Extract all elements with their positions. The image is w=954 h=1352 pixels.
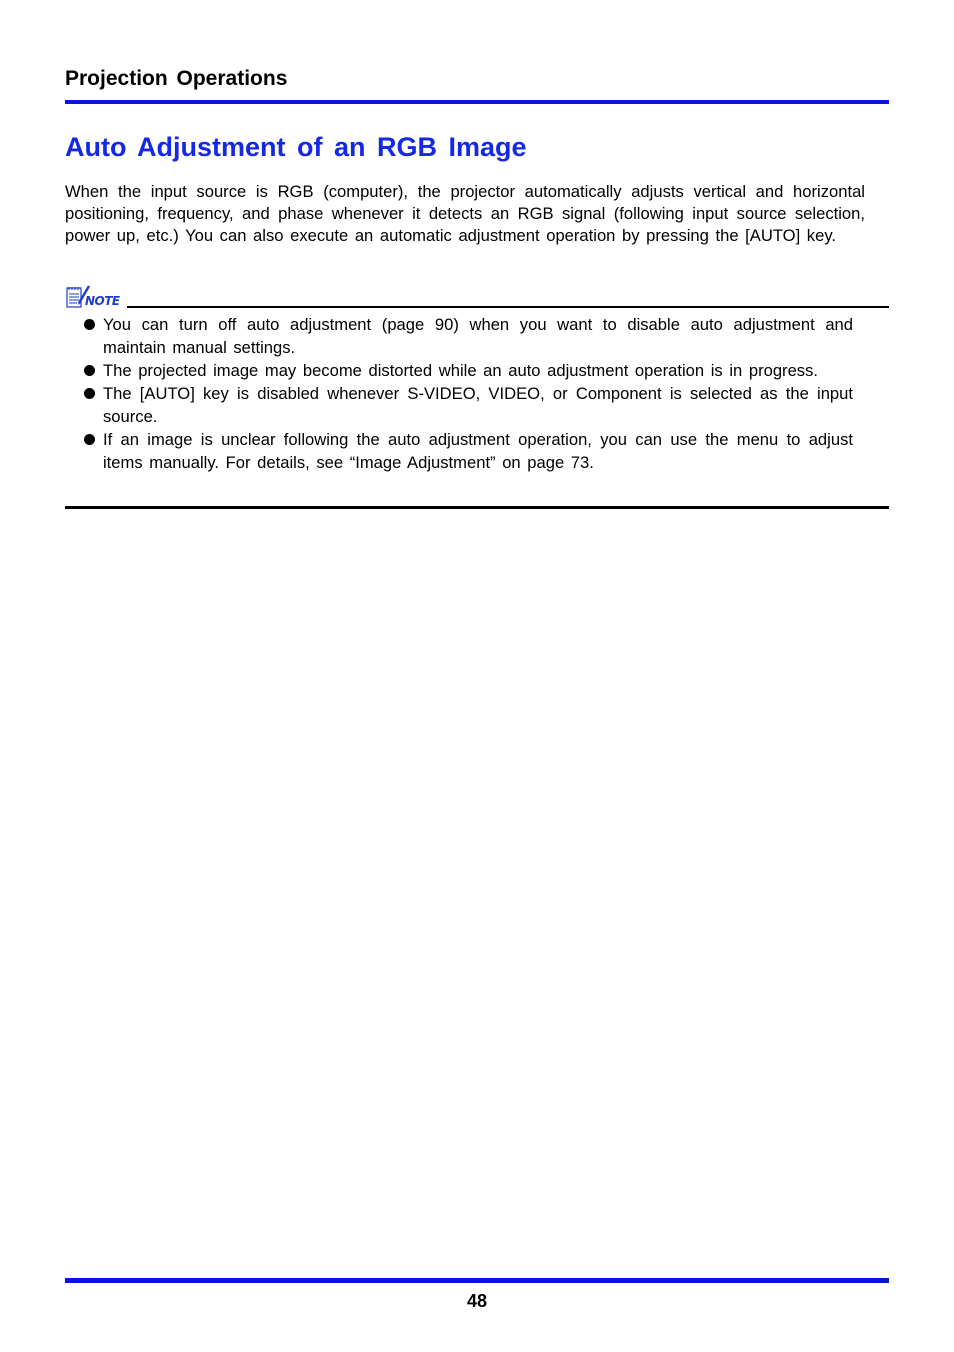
note-item <box>84 359 853 382</box>
note-item <box>84 428 853 474</box>
note-list <box>84 313 856 474</box>
note-rule <box>127 306 889 308</box>
note-icon <box>65 285 121 311</box>
intro-paragraph: When the input source is RGB (computer), the projector automatically adjusts vertical and horizontal positioning, frequency, and phase whenever it detects an RGB signal (following input source selection, power up, etc.) You can also execute an automatic adjustment operation by pressing the [AUTO] key. <box>65 182 865 245</box>
header-rule <box>65 100 889 104</box>
bullet-icon <box>84 388 95 399</box>
note-item-text: If an image is unclear following the auto adjustment operation, you can use the menu to adjust items manually. For details, see “Image Adjustment” on page 73. <box>103 430 853 472</box>
note-item-text: You can turn off auto adjustment (page 90) when you want to disable auto adjustment and maintain manual settings. <box>103 315 853 357</box>
bullet-icon <box>84 319 95 330</box>
note-item <box>84 313 853 359</box>
page-number: 48 <box>466 1291 488 1311</box>
bullet-icon <box>84 434 95 445</box>
note-item-text: The projected image may become distorted while an auto adjustment operation is in progress. <box>103 361 819 380</box>
note-item <box>84 382 853 428</box>
footer-rule <box>65 1278 889 1283</box>
note-end-rule <box>65 506 889 509</box>
section-header: Projection Operations <box>65 67 288 90</box>
note-item-text: The [AUTO] key is disabled whenever S-VIDEO, VIDEO, or Component is selected as the input source. <box>103 384 853 426</box>
bullet-icon <box>84 365 95 376</box>
page-title: Auto Adjustment of an RGB Image <box>65 132 527 162</box>
note-label: NOTE <box>85 294 120 308</box>
